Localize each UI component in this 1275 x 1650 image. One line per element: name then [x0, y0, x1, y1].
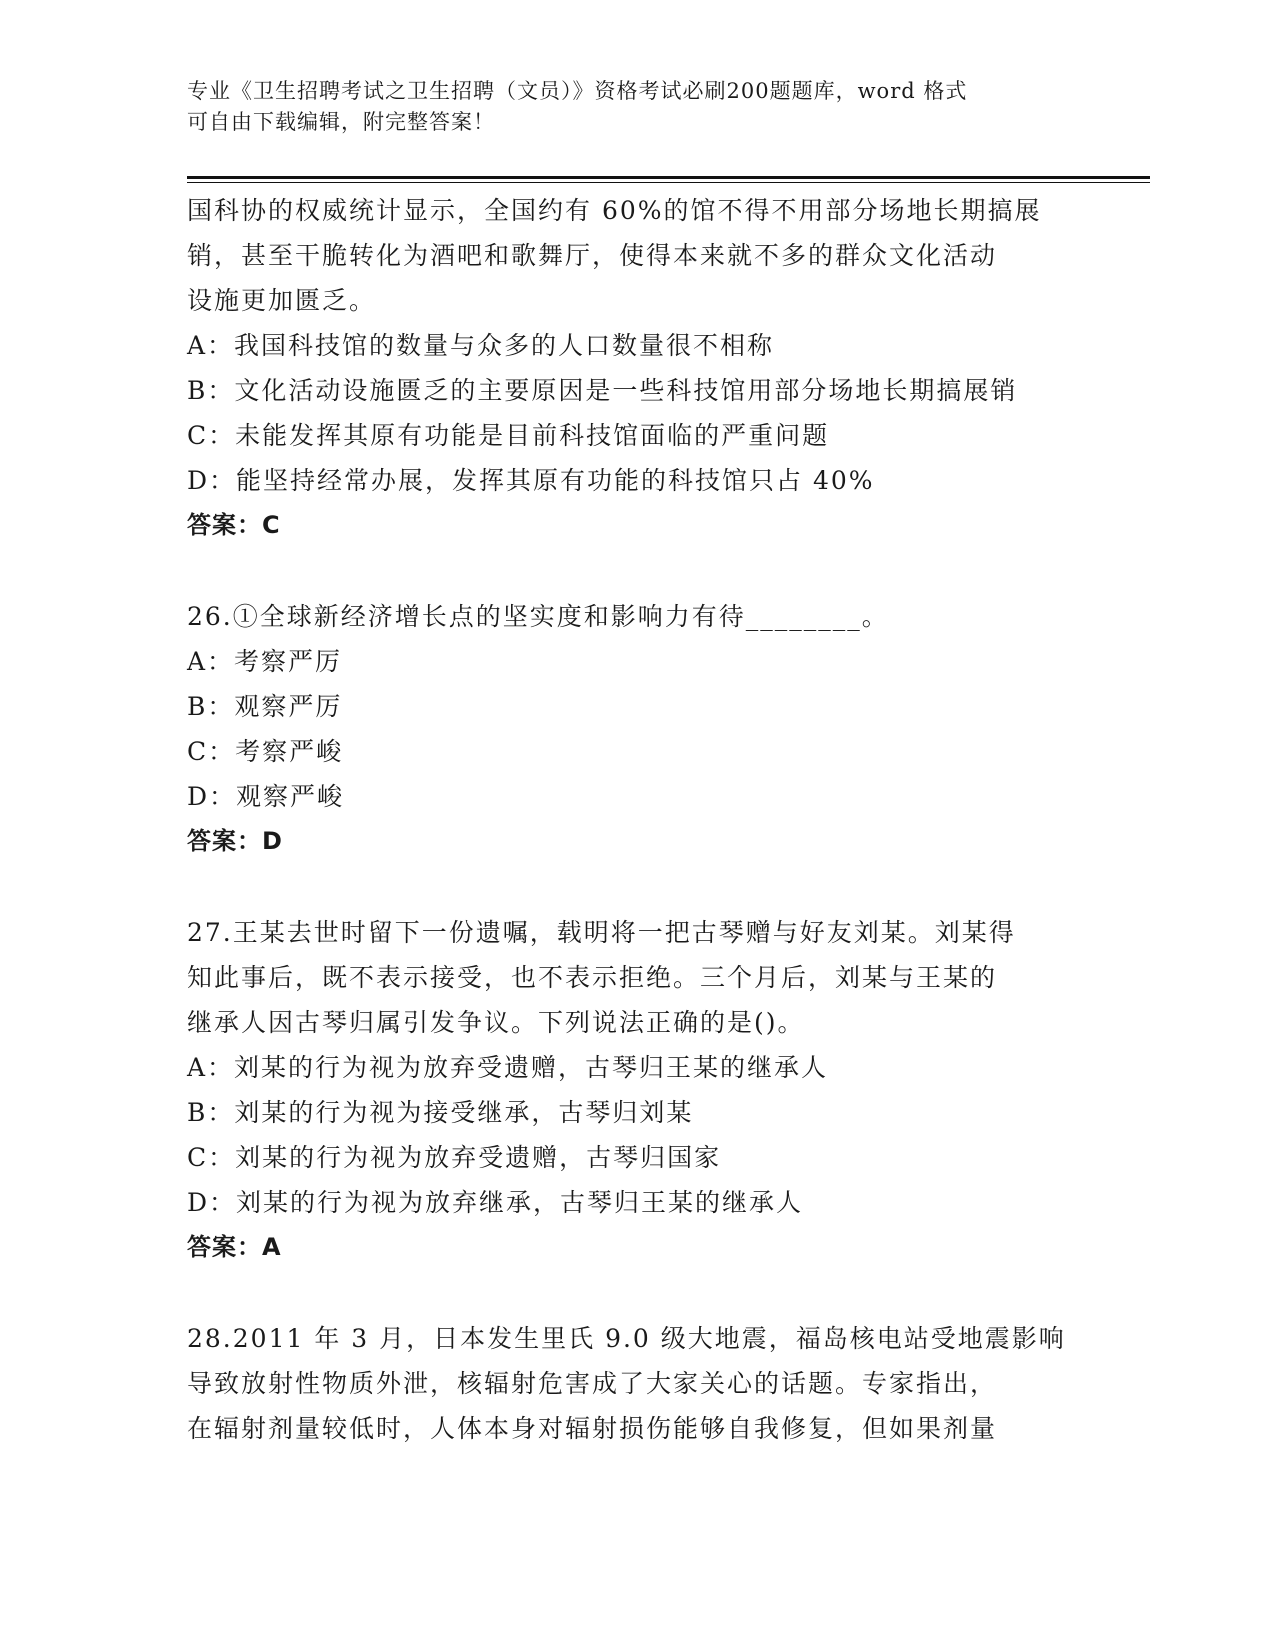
option-d: D：刘某的行为视为放弃继承，古琴归王某的继承人 [187, 1188, 804, 1217]
question-stem-line: 26.①全球新经济增长点的坚实度和影响力有待________。 [187, 602, 889, 631]
option-c: C：考察严峻 [187, 737, 344, 766]
answer-label: 答案：C [187, 511, 281, 539]
spacer [187, 1270, 1147, 1316]
question-27 [187, 910, 1147, 1270]
option-a: A：我国科技馆的数量与众多的人口数量很不相称 [187, 331, 775, 360]
header-line-2: 可自由下载编辑，附完整答案！ [187, 110, 495, 134]
header-divider-thin [187, 182, 1150, 183]
question-stem-line: 28.2011 年 3 月，日本发生里氏 9.0 级大地震，福岛核电站受地震影响 [187, 1324, 1066, 1353]
answer-label: 答案：D [187, 827, 283, 855]
option-b: B：观察严厉 [187, 692, 343, 721]
document-body [187, 188, 1147, 1451]
question-stem-line: 知此事后，既不表示接受，也不表示拒绝。三个月后，刘某与王某的 [187, 963, 998, 992]
question-stem-line: 继承人因古琴归属引发争议。下列说法正确的是()。 [187, 1008, 805, 1037]
spacer [187, 548, 1147, 594]
question-25 [187, 188, 1147, 548]
question-26 [187, 594, 1147, 864]
header-divider-thick [187, 176, 1150, 179]
option-d: D：观察严峻 [187, 782, 345, 811]
option-d: D：能坚持经常办展，发挥其原有功能的科技馆只占 40% [187, 466, 875, 495]
spacer [187, 864, 1147, 910]
question-stem-line: 在辐射剂量较低时，人体本身对辐射损伤能够自我修复，但如果剂量 [187, 1414, 998, 1443]
question-stem-line: 销，甚至干脆转化为酒吧和歌舞厅，使得本来就不多的群众文化活动 [187, 241, 998, 270]
header-line-1: 专业《卫生招聘考试之卫生招聘（文员）》资格考试必刷200题题库，word 格式 [187, 79, 968, 103]
question-stem-line: 国科协的权威统计显示，全国约有 60%的馆不得不用部分场地长期搞展 [187, 196, 1042, 225]
question-stem-line: 导致放射性物质外泄，核辐射危害成了大家关心的话题。专家指出， [187, 1369, 998, 1398]
option-c: C：刘某的行为视为放弃受遗赠，古琴归国家 [187, 1143, 722, 1172]
option-b: B：刘某的行为视为接受继承，古琴归刘某 [187, 1098, 694, 1127]
option-a: A：刘某的行为视为放弃受遗赠，古琴归王某的继承人 [187, 1053, 829, 1082]
document-header [187, 76, 1087, 138]
question-stem-line: 27.王某去世时留下一份遗嘱，载明将一把古琴赠与好友刘某。刘某得 [187, 918, 1016, 947]
option-b: B：文化活动设施匮乏的主要原因是一些科技馆用部分场地长期搞展销 [187, 376, 1018, 405]
question-28 [187, 1316, 1147, 1451]
option-c: C：未能发挥其原有功能是目前科技馆面临的严重问题 [187, 421, 830, 450]
question-stem-line: 设施更加匮乏。 [187, 286, 377, 315]
option-a: A：考察严厉 [187, 647, 343, 676]
answer-label: 答案：A [187, 1233, 282, 1261]
